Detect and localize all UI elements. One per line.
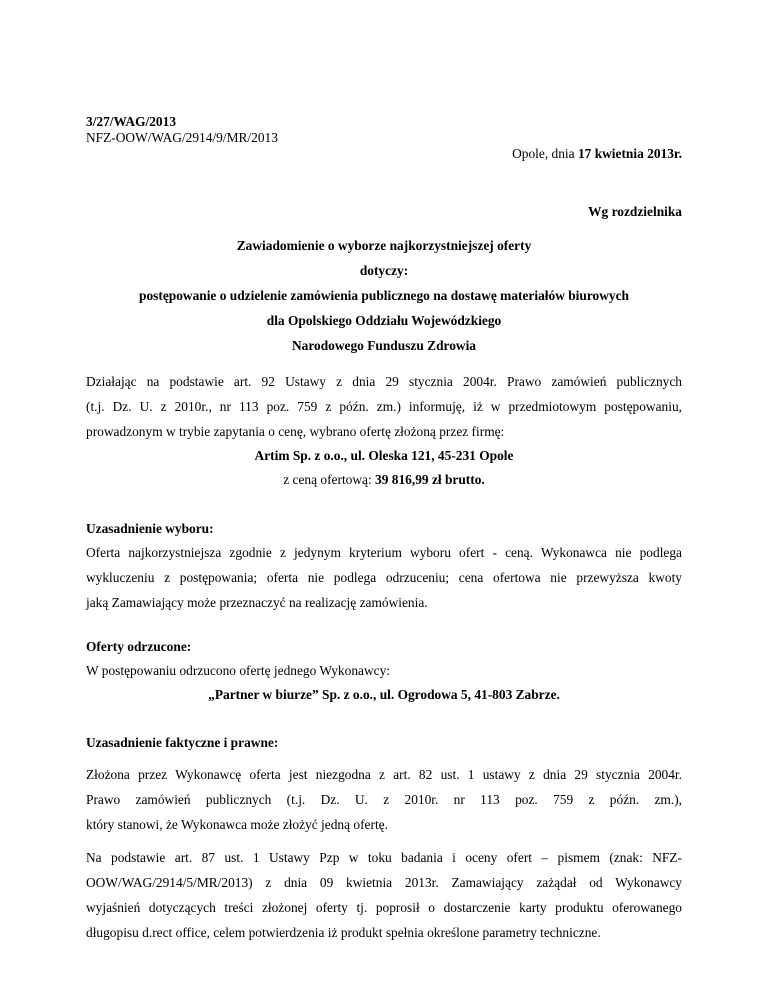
document-title: Zawiadomienie o wyborze najkorzystniejszej oferty [236,238,532,253]
title-fund: Narodowego Funduszu Zdrowia [291,338,477,353]
date-line [512,146,682,162]
offer-price [0,472,768,488]
intro-line-2: (t.j. Dz. U. z 2010r., nr 113 poz. 759 z późn. zm.) informuję, iż w przedmiotowym postępowaniu, [86,399,682,414]
justification-line-1: Oferta najkorzystniejsza zgodnie z jedynym kryterium wyboru ofert - ceną. Wykonawca nie podlega [86,545,682,560]
price-prefix: z ceną ofertową: [283,472,376,487]
rejected-line-1: W postępowaniu odrzucono ofertę jednego Wykonawcy: [86,663,390,678]
case-reference: 3/27/WAG/2013 [86,114,177,129]
file-reference: NFZ-OOW/WAG/2914/9/MR/2013 [86,130,278,145]
selected-company: Artim Sp. z o.o., ul. Oleska 121, 45-231 Opole [254,448,514,463]
legal-heading: Uzasadnienie faktyczne i prawne: [86,735,279,750]
justification-line-2: wykluczeniu z postępowania; oferta nie podlega odrzuceniu; cena ofertowa nie przewyższa kwoty [86,570,682,585]
price-value: 39 816,99 zł brutto. [375,472,485,487]
legal-p2-line-1: Na podstawie art. 87 ust. 1 Ustawy Pzp w toku badania i oceny ofert – pismem (znak: NFZ- [86,850,682,865]
title-procedure: postępowanie o udzielenie zamówienia publicznego na dostawę materiałów biurowych [139,288,629,303]
legal-p2-line-2: OOW/WAG/2914/5/MR/2013) z dnia 09 kwietnia 2013r. Zamawiający zażądał od Wykonawcy [86,875,682,890]
justification-line-3: jaką Zamawiający może przeznaczyć na realizację zamówienia. [86,595,428,610]
intro-line-3: prowadzonym w trybie zapytania o cenę, wybrano ofertę złożoną przez firmę: [86,424,505,439]
title-branch: dla Opolskiego Oddziału Wojewódzkiego [266,313,502,328]
date-value: 17 kwietnia 2013r. [577,146,682,161]
title-concerns: dotyczy: [359,263,409,278]
legal-p1-line-3: który stanowi, że Wykonawca może złożyć jedną ofertę. [86,817,388,832]
distribution-note: Wg rozdzielnika [588,204,682,219]
legal-p1-line-1: Złożona przez Wykonawcę oferta jest niezgodna z art. 82 ust. 1 ustawy z dnia 29 stycznia 2004r. [86,767,682,782]
justification-heading: Uzasadnienie wyboru: [86,521,214,536]
rejected-heading: Oferty odrzucone: [86,639,192,654]
rejected-company: „Partner w biurze” Sp. z o.o., ul. Ogrodowa 5, 41-803 Zabrze. [208,687,560,702]
legal-p2-line-4: długopisu d.rect office, celem potwierdzenia iż produkt spełnia określone parametry techniczne. [86,925,601,940]
intro-line-1: Działając na podstawie art. 92 Ustawy z dnia 29 stycznia 2004r. Prawo zamówień publicznych [86,374,682,389]
date-prefix: Opole, dnia [512,146,578,161]
legal-p1-line-2: Prawo zamówień publicznych (t.j. Dz. U. z 2010r. nr 113 poz. 759 z późn. zm.), [86,792,682,807]
legal-p2-line-3: wyjaśnień dotyczących treści złożonej oferty tj. poprosił o dostarczenie karty produktu oferowanego [86,900,682,915]
